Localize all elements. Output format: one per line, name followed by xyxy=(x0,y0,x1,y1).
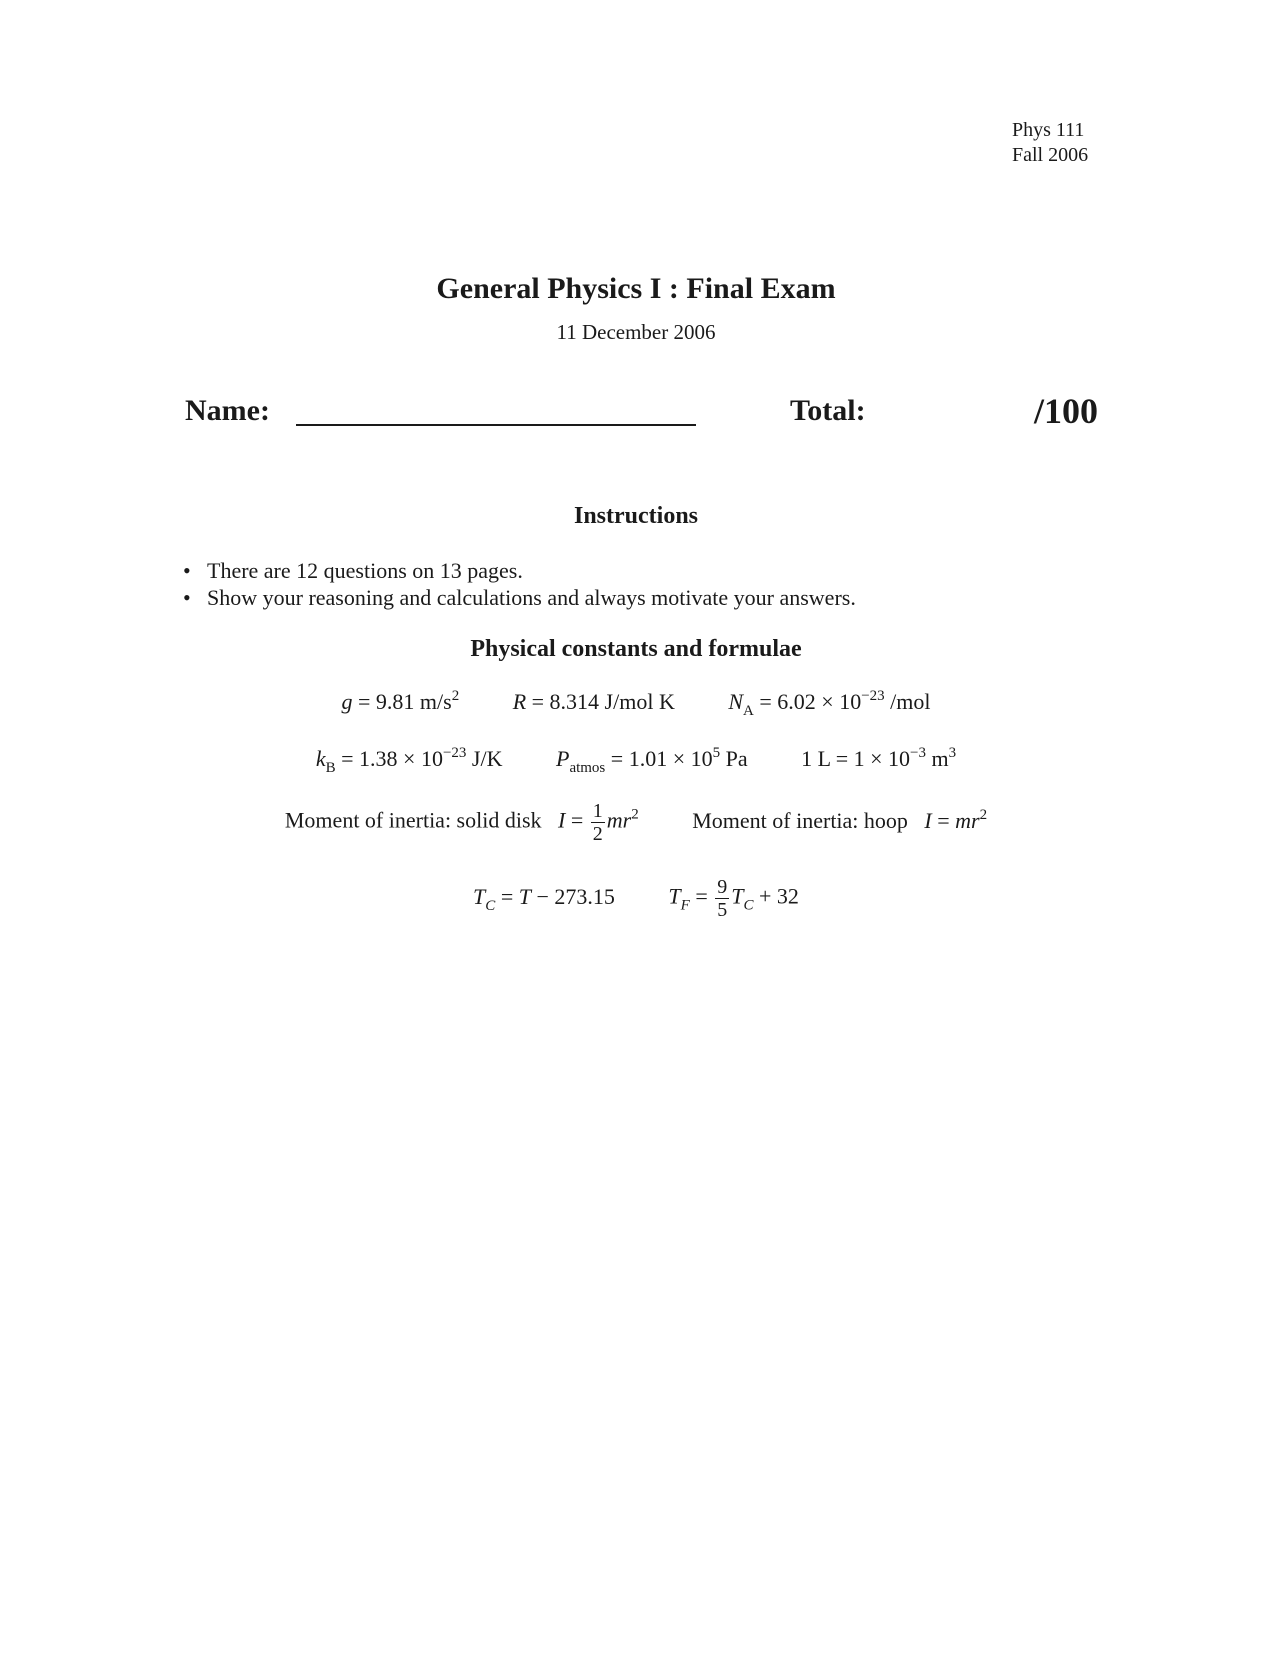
formula-row xyxy=(0,688,1272,720)
course-code: Phys 111 xyxy=(1012,119,1085,141)
formula-avogadro: $N_A = 6.02 \times 10^{-23}$ /mol xyxy=(728,688,931,719)
instructions-heading: Instructions xyxy=(573,503,699,529)
formula-celsius: $T_C = T - 273.15$ xyxy=(473,883,615,914)
formula-fahrenheit: $T_F$ = $\frac{9}{5}$ $T_C + 32$ xyxy=(668,876,799,921)
total-max-score: /100 xyxy=(1034,391,1099,431)
list-item: • Show your reasoning and calculations and always motivate your answers. xyxy=(183,585,856,610)
fraction: $\frac{1}{2}$ xyxy=(592,800,603,845)
bullet-icon: • xyxy=(183,558,191,583)
total-label: Total: xyxy=(790,394,866,427)
constants-heading: Physical constants and formulae xyxy=(470,636,802,662)
formula-row xyxy=(0,800,1272,845)
course-info xyxy=(1012,118,1088,168)
formula-boltzmann: $k_B = 1.38 \times 10^{-23}$ J/K xyxy=(315,745,503,776)
formula-atm-pressure: $P_{atmos} = 1.01 \times 10^5$ Pa xyxy=(555,745,748,776)
exam-date: 11 December 2006 xyxy=(556,320,716,344)
name-label: Name: xyxy=(185,394,270,427)
formula-gas-constant: R = 8.314 J/mol K xyxy=(512,689,675,714)
name-field-line xyxy=(296,424,696,426)
formula-liter: 1 $L = 1 \times 10^{-3}$ $m^3$ xyxy=(801,745,957,771)
exam-title: General Physics I : Final Exam xyxy=(436,272,836,305)
bullet-icon: • xyxy=(183,585,191,610)
list-item: • There are 12 questions on 13 pages. xyxy=(183,558,523,583)
formula-hoop-inertia: Moment of inertia: hoop $I = mr^2$ xyxy=(692,806,988,833)
formula-gravity: g = 9.81 $m/s^2$ xyxy=(341,688,460,714)
instructions-list xyxy=(183,557,856,611)
course-term: Fall 2006 xyxy=(1012,144,1089,166)
formula-disk-inertia: Moment of inertia: solid disk I = $\frac{1}{2}$ $mr^2$ xyxy=(284,800,639,845)
formula-row xyxy=(0,745,1272,777)
fraction: $\frac{9}{5}$ xyxy=(717,876,728,921)
formula-row xyxy=(0,876,1272,921)
